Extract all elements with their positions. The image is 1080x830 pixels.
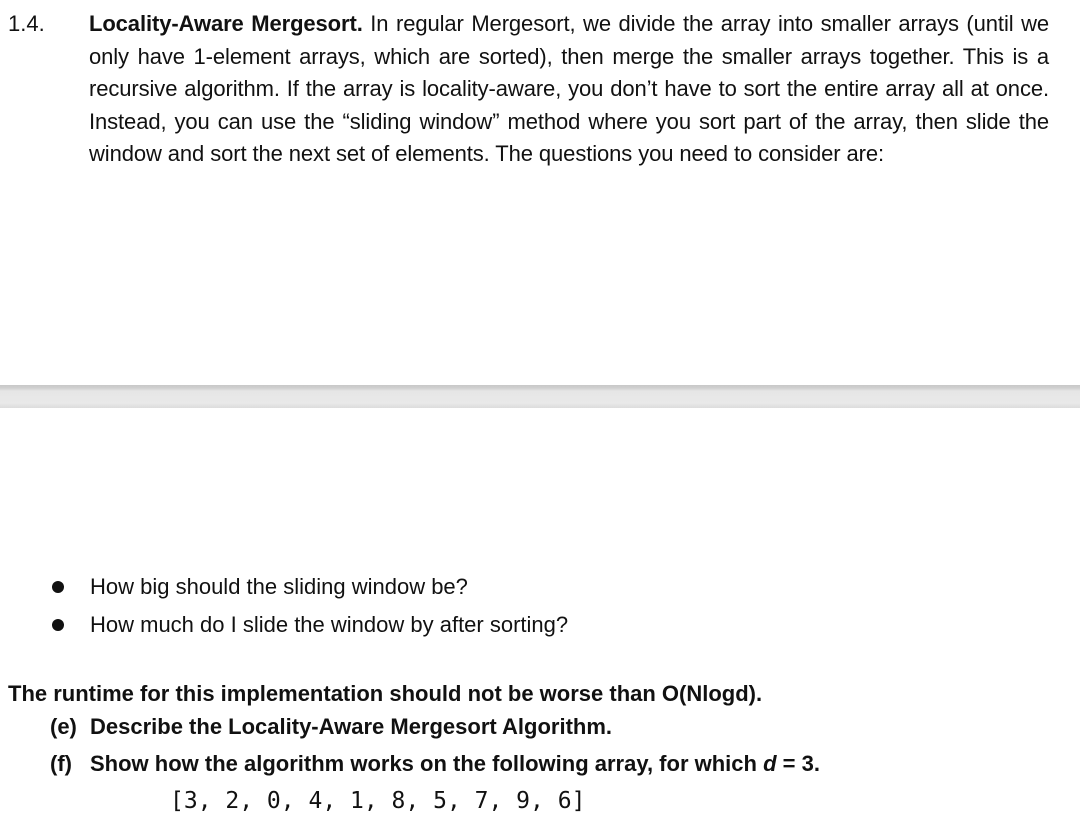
problem-paragraph [89, 8, 1049, 171]
question-f-label: (f) [50, 751, 72, 776]
question-e-text: Describe the Locality-Aware Mergesort Algorithm. [90, 714, 613, 739]
page-break-divider [0, 385, 1080, 408]
question-f-text [90, 748, 820, 780]
problem-title: Locality-Aware Mergesort. [89, 11, 363, 36]
bullet-icon [52, 581, 64, 593]
example-array: [3, 2, 0, 4, 1, 8, 5, 7, 9, 6] [170, 788, 586, 814]
problem-body: In regular Mergesort, we divide the array into smaller arrays (until we only have 1-element arrays, which are sorted), then merge the smaller arrays together. This is a recursive algorithm. If the array is locality-aware, you don’t have to sort the entire array all at once. Instead, you can use the “sliding window” method where you sort part of the array, then slide the window and sort the next set of elements. The questions you need to consider are: [89, 11, 1050, 166]
page-top [0, 0, 1080, 386]
question-f-text-before: Show how the algorithm works on the following array, for which [90, 751, 764, 776]
question-e-label: (e) [50, 714, 77, 739]
runtime-requirement: The runtime for this implementation should not be worse than O(Nlogd). [8, 681, 763, 706]
bullet-icon [52, 619, 64, 631]
question-f-variable: d [763, 751, 777, 776]
bullet-text: How much do I slide the window by after sorting? [90, 612, 569, 637]
bullet-text: How big should the sliding window be? [90, 574, 468, 599]
section-number: 1.4. [8, 11, 45, 36]
question-f-text-after: = 3. [776, 751, 820, 776]
